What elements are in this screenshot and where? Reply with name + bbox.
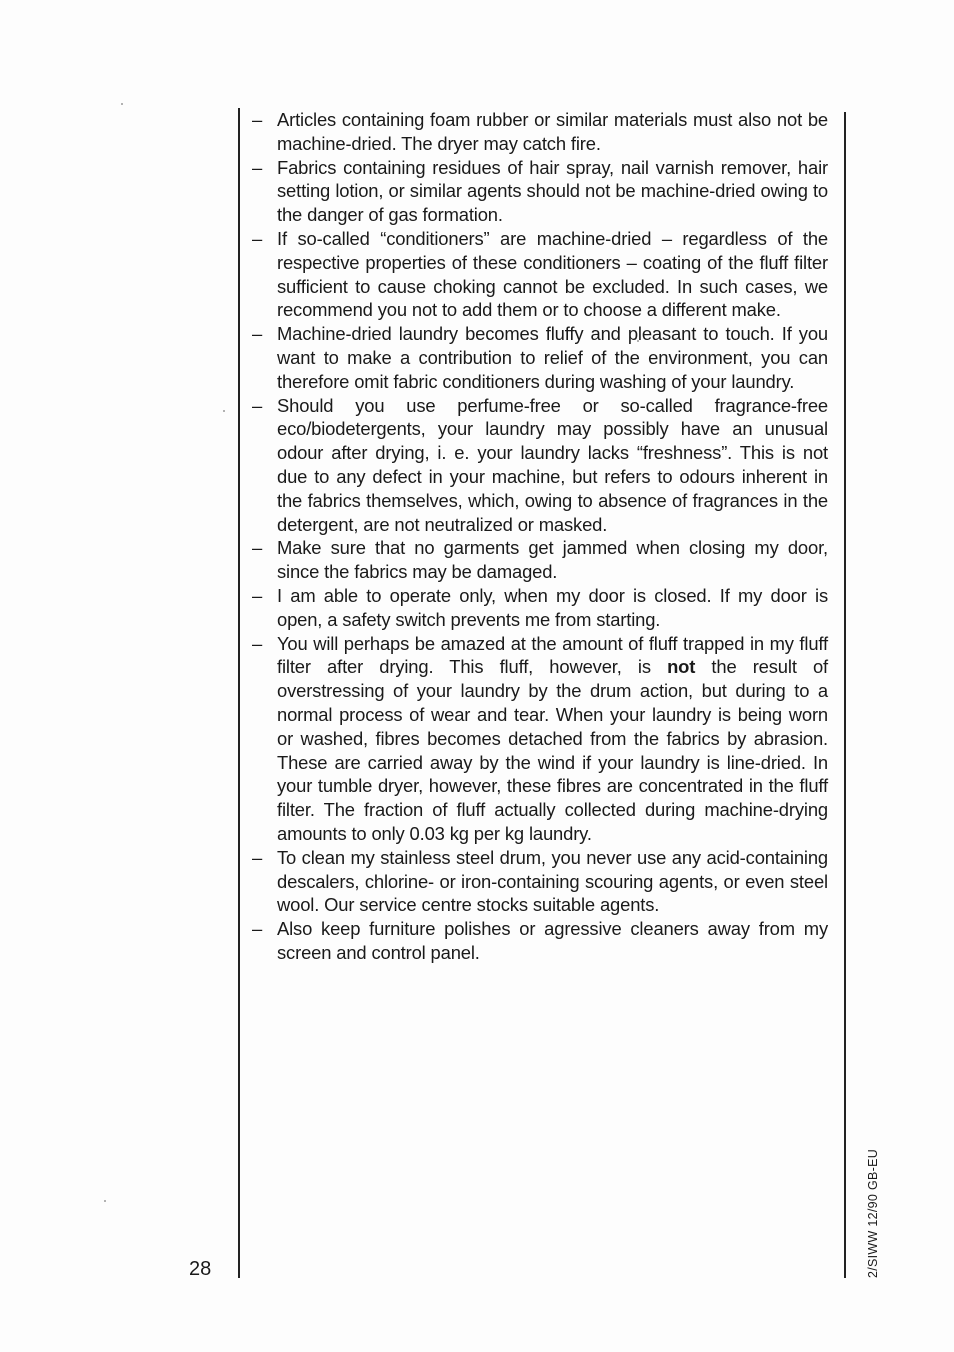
item-text: Articles containing foam rubber or similar materials must also not be machine-dried. The dryer may catch fire. (277, 109, 828, 154)
list-item (252, 322, 828, 393)
item-text: Make sure that no garments get jammed when closing my door, since the fabrics may be damaged. (277, 537, 828, 583)
right-margin-rule (844, 112, 846, 1278)
list-item (252, 156, 828, 227)
item-text: Should you use perfume-free or so-called fragrance-free eco/biodetergents, your laundry may possibly have an unusual odour after drying, i. e. your laundry lacks “freshness”. This is not due to any defect in your machine, but refers to odours inherent in the fabrics themselves, which, owing to absence of fragrances in the detergent, are not neutralized or masked. (277, 394, 828, 535)
dash-bullet: – (252, 584, 263, 606)
dash-bullet: – (252, 537, 263, 559)
item-text: To clean my stainless steel drum, you never use any acid-containing descalers, chlorine- or iron-containing scouring agents, or even steel wool. Our service centre stocks suitable agents. (277, 846, 828, 916)
item-text: Also keep furniture polishes or agressive cleaners away from my screen and control panel. (277, 918, 828, 963)
document-code: 2/SIWW 12/90 GB-EU (866, 1148, 880, 1278)
list-item (252, 632, 828, 846)
item-text: Fabrics containing residues of hair spray, nail varnish remover, hair setting lotion, or similar agents should not be machine-dried owing to the danger of gas formation. (277, 156, 828, 226)
list-item (252, 536, 828, 584)
item-text: If so-called “conditioners” are machine-dried – regardless of the respective properties of these conditioners – coating of the fluff filter sufficient to cause choking cannot be excluded. In such cases, we recommend you not to add them or to choose a different make. (277, 227, 828, 321)
item-text: Machine-dried laundry becomes fluffy and pleasant to touch. If you want to make a contribution to relief of the environment, you can therefore omit fabric conditioners during washing of your laundry. (277, 323, 828, 392)
dash-bullet: – (252, 109, 263, 130)
instructions-text (252, 108, 828, 965)
list-item (252, 227, 828, 322)
instruction-list (252, 108, 828, 965)
scan-speck (104, 1200, 106, 1202)
dash-bullet: – (252, 227, 263, 249)
scan-speck (223, 410, 225, 412)
scan-speck (121, 103, 123, 105)
dash-bullet: – (252, 846, 263, 868)
left-margin-rule (238, 108, 240, 1278)
list-item (252, 584, 828, 632)
list-item (252, 846, 828, 917)
list-item (252, 108, 828, 156)
list-item (252, 394, 828, 537)
item-text: I am able to operate only, when my door is closed. If my door is open, a safety switch prevents me from starting. (277, 584, 828, 630)
dash-bullet: – (252, 323, 263, 345)
list-item (252, 917, 828, 965)
item-text-before: You will perhaps be amazed at the amount of fluff trapped in my fluff filter after drying. This fluff, however, is (277, 632, 828, 678)
dash-bullet: – (252, 394, 263, 416)
dash-bullet: – (252, 156, 263, 178)
dash-bullet: – (252, 632, 263, 654)
emphasis-not: not (667, 656, 696, 678)
page-number: 28 (189, 1258, 212, 1280)
dash-bullet: – (252, 918, 263, 940)
item-text-after: the result of overstressing of your laundry by the drum action, but during to a normal process of wear and tear. When your laundry is being worn or washed, fibres becomes detached from the fabrics by abrasion. These are carried away by the wind if your laundry is line-dried. In your tumble dryer, however, these fibres are concentrated in the fluff filter. The fraction of fluff actually collected during machine-drying amounts to only 0.03 kg per kg laundry. (277, 656, 828, 844)
